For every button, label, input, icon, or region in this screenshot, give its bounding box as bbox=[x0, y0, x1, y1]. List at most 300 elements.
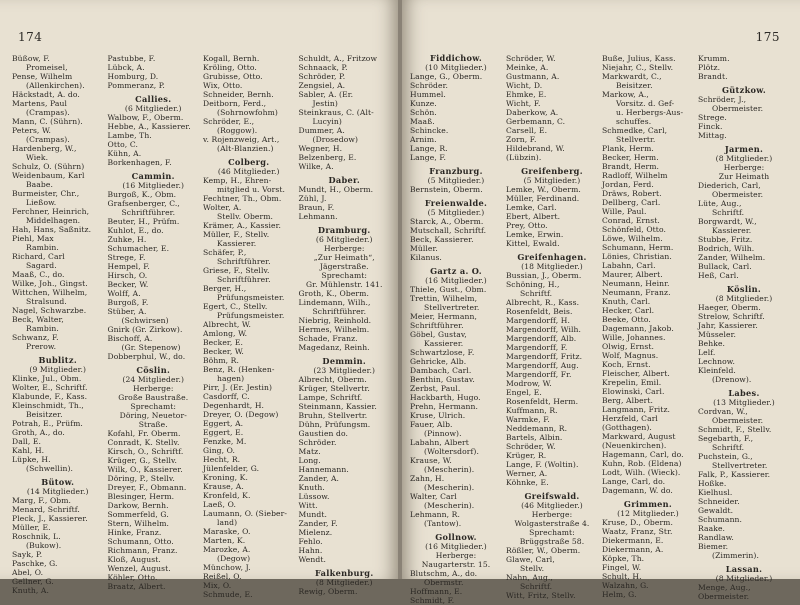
city-heading: Bütow. bbox=[41, 477, 75, 487]
entry-line: Münchow, J. bbox=[203, 563, 251, 572]
entry-line: Wegner, H. bbox=[298, 144, 343, 153]
entry-line: Beisitzer. bbox=[26, 410, 63, 419]
entry-line: Burmeister, Chr., bbox=[12, 189, 80, 198]
entry-line: Schröder, E., bbox=[203, 117, 255, 126]
entry-line: Pleck, J., Kassierer. bbox=[12, 514, 88, 523]
entry-line: „Zur Heimath“, bbox=[313, 253, 375, 262]
entry-line: Brüggstraße 58. bbox=[519, 537, 585, 546]
entry-line: Nahn, Aug., bbox=[506, 573, 553, 582]
entry-line: (Mescherin). bbox=[424, 501, 475, 510]
entry-line: Berger, H., bbox=[203, 284, 247, 293]
entry-line: Wolf, Magnus. bbox=[602, 351, 659, 360]
text-column bbox=[201, 54, 297, 599]
entry-line: Prey, Otto. bbox=[506, 221, 548, 230]
entry-line: Hoffmann, E. bbox=[410, 587, 463, 596]
entry-line: Diekermann, E. bbox=[602, 536, 664, 545]
entry-line: (5 Mitglieder.) bbox=[427, 208, 485, 217]
entry-line: Deitborn, Ferd., bbox=[203, 99, 267, 108]
entry-line: (9 Mitglieder.) bbox=[29, 365, 87, 374]
entry-line: Behke. bbox=[698, 339, 726, 348]
text-column bbox=[696, 54, 792, 605]
entry-line: Amlong, W. bbox=[203, 329, 248, 338]
entry-line: Wendt. bbox=[298, 555, 326, 564]
entry-line: Rosenfeldt, Beis. bbox=[506, 307, 573, 316]
entry-line: Kühn, A. bbox=[107, 149, 142, 158]
entry-line: Matz. bbox=[298, 447, 321, 456]
entry-line: (Degow) bbox=[217, 554, 251, 563]
entry-line: Brandt. bbox=[698, 72, 728, 81]
entry-line: Kuffmann, R. bbox=[506, 406, 558, 415]
entry-line: Bernstein, Oberm. bbox=[410, 185, 483, 194]
entry-line: Schriftführer. bbox=[312, 307, 367, 316]
entry-line: Lübck, A. bbox=[107, 63, 145, 72]
entry-line: Schwartzlose, F. bbox=[410, 348, 475, 357]
entry-line: v. Rojenzweig, Art., bbox=[203, 135, 280, 144]
entry-line: mitglied u. Vorst. bbox=[217, 185, 286, 194]
entry-line: Hermes, Wilhelm. bbox=[298, 325, 370, 334]
entry-line: Krämer, A., Kassier. bbox=[203, 221, 281, 230]
entry-line: (Gr. Stepenow) bbox=[121, 343, 181, 352]
entry-line: Falk, P., Kassierer. bbox=[698, 470, 771, 479]
entry-line: Stüber, A. bbox=[107, 307, 147, 316]
entry-line: Müller, Ferdinand. bbox=[506, 194, 580, 203]
entry-line: Jägerstraße. bbox=[319, 262, 369, 271]
entry-line: Hempel, F. bbox=[107, 262, 150, 271]
entry-line: (5 Mitglieder.) bbox=[523, 176, 581, 185]
entry-line: Schult, H. bbox=[602, 572, 642, 581]
entry-line: Schade, Franz. bbox=[298, 334, 358, 343]
entry-line: Lange, Carl, do. bbox=[602, 477, 666, 486]
entry-line: Koch, Ernst. bbox=[602, 360, 651, 369]
entry-line: Müller, F., Stellv. bbox=[203, 230, 270, 239]
text-column bbox=[10, 54, 106, 599]
entry-line: Niebrig, Reinhold. bbox=[298, 316, 372, 325]
entry-line: Stubbe, Fritz. bbox=[698, 235, 753, 244]
entry-line: Raake. bbox=[698, 524, 726, 533]
entry-line: Maaß, C., do. bbox=[12, 270, 65, 279]
entry-line: Große Baustraße. bbox=[118, 393, 189, 402]
text-column bbox=[600, 54, 696, 605]
entry-line: Meier, Hermann, bbox=[410, 312, 477, 321]
city-heading: Jarmen. bbox=[724, 144, 764, 154]
city-heading: Demmin. bbox=[322, 356, 367, 366]
entry-line: Casdorff, C. bbox=[203, 392, 250, 401]
entry-line: Baabe. bbox=[26, 180, 54, 189]
entry-line: Sprechamt: bbox=[529, 528, 575, 537]
entry-line: Sommerfeld, G. bbox=[107, 510, 169, 519]
entry-line: Potrah, E., Prüfm. bbox=[12, 419, 83, 428]
entry-line: Fechtner, Th., Obm. bbox=[203, 194, 282, 203]
entry-line: Ferchner, Heinrich, bbox=[12, 207, 90, 216]
entry-line: Schriftf. bbox=[712, 208, 745, 217]
entry-line: Becker, Herm. bbox=[602, 153, 659, 162]
entry-line: (Allenkirchen). bbox=[26, 81, 85, 90]
entry-line: Stellvertreter. bbox=[712, 461, 768, 470]
entry-line: Kofahl, Fr. Oberm. bbox=[107, 429, 181, 438]
entry-line: Wille, Paul. bbox=[602, 207, 647, 216]
city-heading: Gollnow. bbox=[435, 532, 477, 542]
entry-line: Long. bbox=[298, 456, 321, 465]
entry-line: Prüfungsmeister. bbox=[217, 293, 285, 302]
entry-line: Marozke, A. bbox=[203, 545, 251, 554]
entry-line: Roschnik, L. bbox=[12, 532, 61, 541]
entry-line: Gr. Mühlenstr. 141. bbox=[306, 280, 383, 289]
city-heading: Colberg. bbox=[228, 157, 270, 167]
entry-line: Margendorff, Aug. bbox=[506, 361, 579, 370]
entry-line: Richard, Carl bbox=[12, 252, 65, 261]
entry-line: (46 Mitglieder.) bbox=[521, 501, 583, 510]
entry-line: (Zimmerin). bbox=[712, 551, 759, 560]
entry-line: Albrecht, Oberm. bbox=[298, 375, 367, 384]
entry-line: Sagard. bbox=[26, 261, 57, 270]
entry-line: Schröder. bbox=[298, 438, 337, 447]
entry-line: Herberge: bbox=[435, 551, 477, 560]
entry-line: (Mescherin). bbox=[424, 483, 475, 492]
entry-line: Buße, Julius, Kass. bbox=[602, 54, 676, 63]
entry-line: Magedanz, Reinh. bbox=[298, 343, 370, 352]
entry-line: Zuhke, H. bbox=[107, 235, 147, 244]
entry-line: Markow, A., bbox=[602, 90, 649, 99]
entry-line: Dreyer, F., Obmann. bbox=[107, 483, 187, 492]
entry-line: Beck, Walter, bbox=[12, 315, 64, 324]
entry-line: Reißel, O. bbox=[203, 572, 242, 581]
entry-line: Schriftführer. bbox=[410, 321, 464, 330]
entry-line: Schriftführer. bbox=[121, 208, 176, 217]
entry-line: Hecker, Carl. bbox=[602, 306, 655, 315]
entry-line: Kassierer. bbox=[217, 239, 257, 248]
city-heading: Labes. bbox=[728, 388, 760, 398]
entry-line: (Schwellin). bbox=[26, 464, 74, 473]
entry-line: Knuth, A. bbox=[12, 586, 50, 595]
entry-line: Mann, C. (Sührn). bbox=[12, 117, 83, 126]
entry-line: Löwe, Wilhelm. bbox=[602, 234, 663, 243]
entry-line: Neumann, Franz. bbox=[602, 288, 671, 297]
entry-line: Krüger, Stellvertr. bbox=[298, 384, 370, 393]
entry-line: Schmude, E. bbox=[203, 590, 253, 599]
entry-line: Schmidt, F., Stellv. bbox=[698, 425, 772, 434]
city-heading: Bublitz. bbox=[38, 355, 77, 365]
entry-line: Haeger, Oberm. bbox=[698, 303, 761, 312]
entry-line: Herberge: bbox=[531, 510, 573, 519]
entry-line: (Crampas). bbox=[26, 108, 70, 117]
entry-line: Walbow, F., Oberm. bbox=[107, 113, 184, 122]
entry-line: Obermeister. bbox=[698, 592, 750, 601]
entry-line: Kittel, Ewald. bbox=[506, 239, 560, 248]
entry-line: Richmann, Franz. bbox=[107, 546, 178, 555]
entry-line: Dagemann, Jakob. bbox=[602, 324, 674, 333]
entry-line: Krüger, R. bbox=[506, 451, 547, 460]
entry-line: Trettin, Wilhelm, bbox=[410, 294, 478, 303]
entry-line: Wix, Otto. bbox=[203, 81, 243, 90]
entry-line: Marten, K. bbox=[203, 536, 246, 545]
entry-line: land) bbox=[217, 518, 238, 527]
entry-line: Schmidt, F. bbox=[410, 596, 455, 605]
entry-line: Conrad, Ernst. bbox=[602, 216, 660, 225]
entry-line: Köhnke, E. bbox=[506, 478, 549, 487]
city-heading: Freienwalde. bbox=[424, 198, 488, 208]
entry-line: Lönies, Christian. bbox=[602, 252, 672, 261]
entry-line: (Tantow). bbox=[424, 519, 462, 528]
entry-line: Maurer, Albert. bbox=[602, 270, 663, 279]
entry-line: Helm, G. bbox=[602, 590, 637, 599]
entry-line: (Lübzin). bbox=[506, 153, 542, 162]
entry-line: Dummer, A. bbox=[298, 126, 345, 135]
entry-line: Blutschm, A., do. bbox=[410, 569, 478, 578]
entry-line: Köpke, Th. bbox=[602, 554, 645, 563]
entry-line: Margendorff, Fritz. bbox=[506, 352, 583, 361]
entry-line: Obermeister. bbox=[712, 190, 764, 199]
entry-line: Mundt, H., Oberm. bbox=[298, 185, 374, 194]
entry-line: Neumann, Heinr. bbox=[602, 279, 670, 288]
entry-line: Dambach, Carl. bbox=[410, 366, 472, 375]
entry-line: Randlaw. bbox=[698, 533, 734, 542]
entry-line: Eggert, E. bbox=[203, 428, 244, 437]
entry-line: Margendorff, Alb. bbox=[506, 334, 577, 343]
entry-line: Groth, K., Oberm. bbox=[298, 289, 369, 298]
entry-line: Homburg, D. bbox=[107, 72, 159, 81]
entry-line: Puchstein, G., bbox=[698, 452, 753, 461]
entry-line: Hannemann. bbox=[298, 465, 349, 474]
right-page bbox=[402, 0, 800, 605]
entry-line: Gustmann, A. bbox=[506, 72, 560, 81]
entry-line: (12 Mitglieder.) bbox=[617, 509, 679, 518]
entry-line: Kronfeld, K. bbox=[203, 491, 251, 500]
entry-line: Martens, Paul bbox=[12, 99, 68, 108]
entry-line: Diederich, Carl, bbox=[698, 181, 761, 190]
entry-line: Witt. bbox=[298, 501, 318, 510]
entry-line: Waatz, Franz, Str. bbox=[602, 527, 673, 536]
entry-line: Wolter, A. bbox=[203, 203, 242, 212]
entry-line: Jülenfelder, G. bbox=[203, 464, 260, 473]
entry-line: Zur Heimath bbox=[718, 172, 770, 181]
entry-line: Kleinfeld. bbox=[698, 366, 736, 375]
city-heading: Gartz a. O. bbox=[430, 266, 482, 276]
entry-line: Wilke, A. bbox=[298, 162, 334, 171]
entry-line: Steinmann, Kassier. bbox=[298, 402, 377, 411]
page-number: 174 bbox=[18, 30, 43, 44]
entry-line: Knuth. bbox=[298, 483, 325, 492]
entry-line: Kleinschmidt, Th., bbox=[12, 401, 84, 410]
entry-line: Ließow. bbox=[26, 198, 57, 207]
entry-line: Fingel, W. bbox=[602, 563, 642, 572]
entry-line: Wiek. bbox=[26, 153, 49, 162]
entry-line: Niejahr, C., Stellv. bbox=[602, 63, 674, 72]
entry-line: (Crampas). bbox=[26, 135, 70, 144]
entry-line: Carsell, E. bbox=[506, 126, 548, 135]
entry-line: Gnirk (Gr. Zirkow). bbox=[107, 325, 183, 334]
entry-line: Müller. bbox=[410, 244, 438, 253]
entry-line: (Alt-Blanzien.) bbox=[217, 144, 274, 153]
entry-line: Stellvertr. bbox=[616, 135, 656, 144]
entry-line: (10 Mitglieder.) bbox=[425, 63, 487, 72]
entry-line: Pense, Wilhelm bbox=[12, 72, 73, 81]
entry-line: Schnaack, P. bbox=[298, 63, 348, 72]
entry-line: Glawe, Carl, bbox=[506, 555, 555, 564]
entry-line: Krepelin, Emil. bbox=[602, 378, 662, 387]
entry-line: Straße. bbox=[138, 420, 168, 429]
entry-line: Ehmke, E. bbox=[506, 90, 547, 99]
entry-line: Mielenz. bbox=[298, 528, 333, 537]
entry-line: (8 Mitglieder.) bbox=[715, 154, 773, 163]
entry-line: Finck. bbox=[698, 122, 723, 131]
city-heading: Köslin. bbox=[726, 284, 762, 294]
entry-line: Margendorff, H. bbox=[506, 316, 570, 325]
entry-line: Schulz, O. (Sührn) bbox=[12, 162, 85, 171]
entry-line: Piehl, Max bbox=[12, 234, 54, 243]
entry-line: Dellberg, Carl. bbox=[602, 198, 661, 207]
entry-line: Olwig, Ernst. bbox=[602, 342, 654, 351]
entry-line: Becker, W. bbox=[203, 347, 244, 356]
entry-line: Braun, F. bbox=[298, 203, 335, 212]
entry-line: Schäfer, P., bbox=[203, 248, 247, 257]
entry-line: Wicht, F. bbox=[506, 99, 541, 108]
entry-line: Stellv. bbox=[520, 564, 545, 573]
entry-line: Müsseler. bbox=[698, 330, 736, 339]
entry-line: Kogall, Bernh. bbox=[203, 54, 260, 63]
entry-line: Hirsch, O. bbox=[107, 271, 148, 280]
entry-line: Maaß. bbox=[410, 117, 435, 126]
right-page-columns bbox=[408, 54, 792, 605]
entry-line: Schröder. bbox=[410, 81, 449, 90]
city-heading: Lassan. bbox=[725, 564, 763, 574]
entry-line: Paschke, G. bbox=[12, 559, 58, 568]
entry-line: Böhm, R. bbox=[203, 356, 240, 365]
entry-line: Lindemann, Wilh., bbox=[298, 298, 371, 307]
entry-line: Hardenberg, W., bbox=[12, 144, 77, 153]
entry-line: Stern, Wilhelm. bbox=[107, 519, 170, 528]
entry-line: Schneider. bbox=[698, 497, 740, 506]
entry-line: Kielhusl. bbox=[698, 488, 733, 497]
left-page bbox=[0, 0, 398, 599]
entry-line: Lodt, Wilh. (Wieck). bbox=[602, 468, 681, 477]
entry-line: (Drosedow) bbox=[312, 135, 359, 144]
entry-line: Klinke, Jul., Obm. bbox=[12, 374, 82, 383]
entry-line: Schröder, P. bbox=[298, 72, 346, 81]
entry-line: Lelf. bbox=[698, 348, 716, 357]
entry-line: Hecht, R. bbox=[203, 455, 241, 464]
entry-line: (Gotthagen). bbox=[602, 423, 652, 432]
entry-line: Schumacher, E. bbox=[107, 244, 170, 253]
entry-line: Segebarth, F., bbox=[698, 434, 754, 443]
left-page-columns bbox=[10, 54, 392, 599]
entry-line: Wolter, E., Schriftf. bbox=[12, 383, 88, 392]
entry-line: Häckstadt, A. do. bbox=[12, 90, 80, 99]
entry-line: Wille, Johannes. bbox=[602, 333, 666, 342]
entry-line: Hackbarth, Hugo. bbox=[410, 393, 481, 402]
entry-line: Cordvan, W., bbox=[698, 407, 748, 416]
entry-line: Schuldt, A., Fritzow bbox=[298, 54, 378, 63]
entry-line: (24 Mitglieder.) bbox=[122, 375, 185, 384]
entry-line: Stellvertreter. bbox=[424, 303, 480, 312]
entry-line: Labahn, Albert bbox=[410, 438, 469, 447]
entry-line: (Bukow). bbox=[26, 541, 62, 550]
entry-line: Blesinger, Herm. bbox=[107, 492, 175, 501]
entry-line: Gerbemann, C. bbox=[506, 117, 566, 126]
city-heading: Daber. bbox=[328, 175, 361, 185]
entry-line: Plötz. bbox=[698, 63, 721, 72]
entry-line: (14 Mitglieder.) bbox=[26, 487, 89, 496]
entry-line: Knuth, Carl. bbox=[602, 297, 651, 306]
entry-line: Thiele, Gust., Obm. bbox=[410, 285, 487, 294]
entry-line: Schriftf. bbox=[520, 289, 553, 298]
entry-line: (6 Mitglieder.) bbox=[124, 104, 182, 113]
entry-line: Markwardt, C., bbox=[602, 72, 662, 81]
entry-line: Hebbe, A., Kassierer. bbox=[107, 122, 191, 131]
entry-line: Schriftf. bbox=[520, 582, 553, 591]
city-heading: Falkenburg. bbox=[315, 568, 374, 578]
entry-line: Kilanus. bbox=[410, 253, 442, 262]
entry-line: Lange, R. bbox=[410, 144, 448, 153]
entry-line: Schincke. bbox=[410, 126, 449, 135]
entry-line: Zander, F. bbox=[298, 519, 338, 528]
entry-line: Zühl, J. bbox=[298, 194, 327, 203]
text-column bbox=[408, 54, 504, 605]
entry-line: Fehlo. bbox=[298, 537, 323, 546]
entry-line: Menard, Schriftf. bbox=[12, 505, 80, 514]
entry-line: Wilk, O., Kassierer. bbox=[107, 465, 183, 474]
entry-line: Strelow, Schriftf. bbox=[698, 312, 765, 321]
entry-line: Herberge: bbox=[323, 244, 365, 253]
entry-line: Pirr, J. (Er. Jestin) bbox=[203, 383, 273, 392]
entry-line: Lüssow. bbox=[298, 492, 330, 501]
entry-line: Wilke, Joh., Gingst. bbox=[12, 279, 88, 288]
entry-line: (5 Mitglieder.) bbox=[427, 176, 485, 185]
entry-line: Borkenhagen, F. bbox=[107, 158, 172, 167]
entry-line: Daberkow, A. bbox=[506, 108, 559, 117]
entry-line: Vorsitz. d. Gef- bbox=[616, 99, 675, 108]
entry-line: Fauer, Alb. bbox=[410, 420, 453, 429]
entry-line: (8 Mitglieder.) bbox=[715, 574, 773, 583]
entry-line: Werner, A. bbox=[506, 469, 548, 478]
entry-line: Lemke, Erwin. bbox=[506, 230, 564, 239]
entry-line: Jordan, Ferd. bbox=[602, 180, 654, 189]
entry-line: Menge, Aug., bbox=[698, 583, 751, 592]
entry-line: Abel, O. bbox=[12, 568, 44, 577]
entry-line: Kruse, D., Oberm. bbox=[602, 518, 673, 527]
entry-line: Schneider, Bernh. bbox=[203, 90, 274, 99]
city-heading: Greifswald. bbox=[524, 491, 580, 501]
city-heading: Cammin. bbox=[131, 171, 175, 181]
entry-line: Döring, Neuetor- bbox=[119, 411, 187, 420]
entry-line: Schröder, W. bbox=[506, 54, 556, 63]
entry-line: (8 Mitglieder.) bbox=[315, 578, 373, 587]
entry-line: Rewig, Oberm. bbox=[298, 587, 358, 596]
entry-line: Zengsiel, A. bbox=[298, 81, 346, 90]
entry-line: Ebert, Albert. bbox=[506, 212, 561, 221]
entry-line: Albrecht, W. bbox=[203, 320, 252, 329]
text-column bbox=[297, 54, 393, 599]
entry-line: Hah, Hans, Saßnitz. bbox=[12, 225, 92, 234]
entry-line: Margendorff, Wilh. bbox=[506, 325, 582, 334]
entry-line: Prüfungsmeister. bbox=[217, 311, 285, 320]
entry-line: Kröling, Otto. bbox=[203, 63, 257, 72]
entry-line: Burgoß, K., Obm. bbox=[107, 190, 177, 199]
entry-line: Heß, Carl. bbox=[698, 271, 739, 280]
entry-line: Kuhlot, E., do. bbox=[107, 226, 164, 235]
entry-line: Marg, F., Obm. bbox=[12, 496, 72, 505]
entry-line: Wolff, A. bbox=[107, 289, 141, 298]
entry-line: Hinke, Franz. bbox=[107, 528, 162, 537]
entry-line: Gehricke, Alb. bbox=[410, 357, 467, 366]
entry-line: Dagemann, W. do. bbox=[602, 486, 673, 495]
entry-line: Hildebrand, W. bbox=[506, 144, 565, 153]
entry-line: Rambin. bbox=[26, 324, 59, 333]
entry-line: hagen) bbox=[217, 374, 245, 383]
entry-line: Mutschall, Schriftf. bbox=[410, 226, 487, 235]
entry-line: Witt, Fritz, Stellv. bbox=[506, 591, 576, 600]
entry-line: Klabunde, F., Kass. bbox=[12, 392, 88, 401]
entry-line: Kemp, H., Ehren- bbox=[203, 176, 272, 185]
